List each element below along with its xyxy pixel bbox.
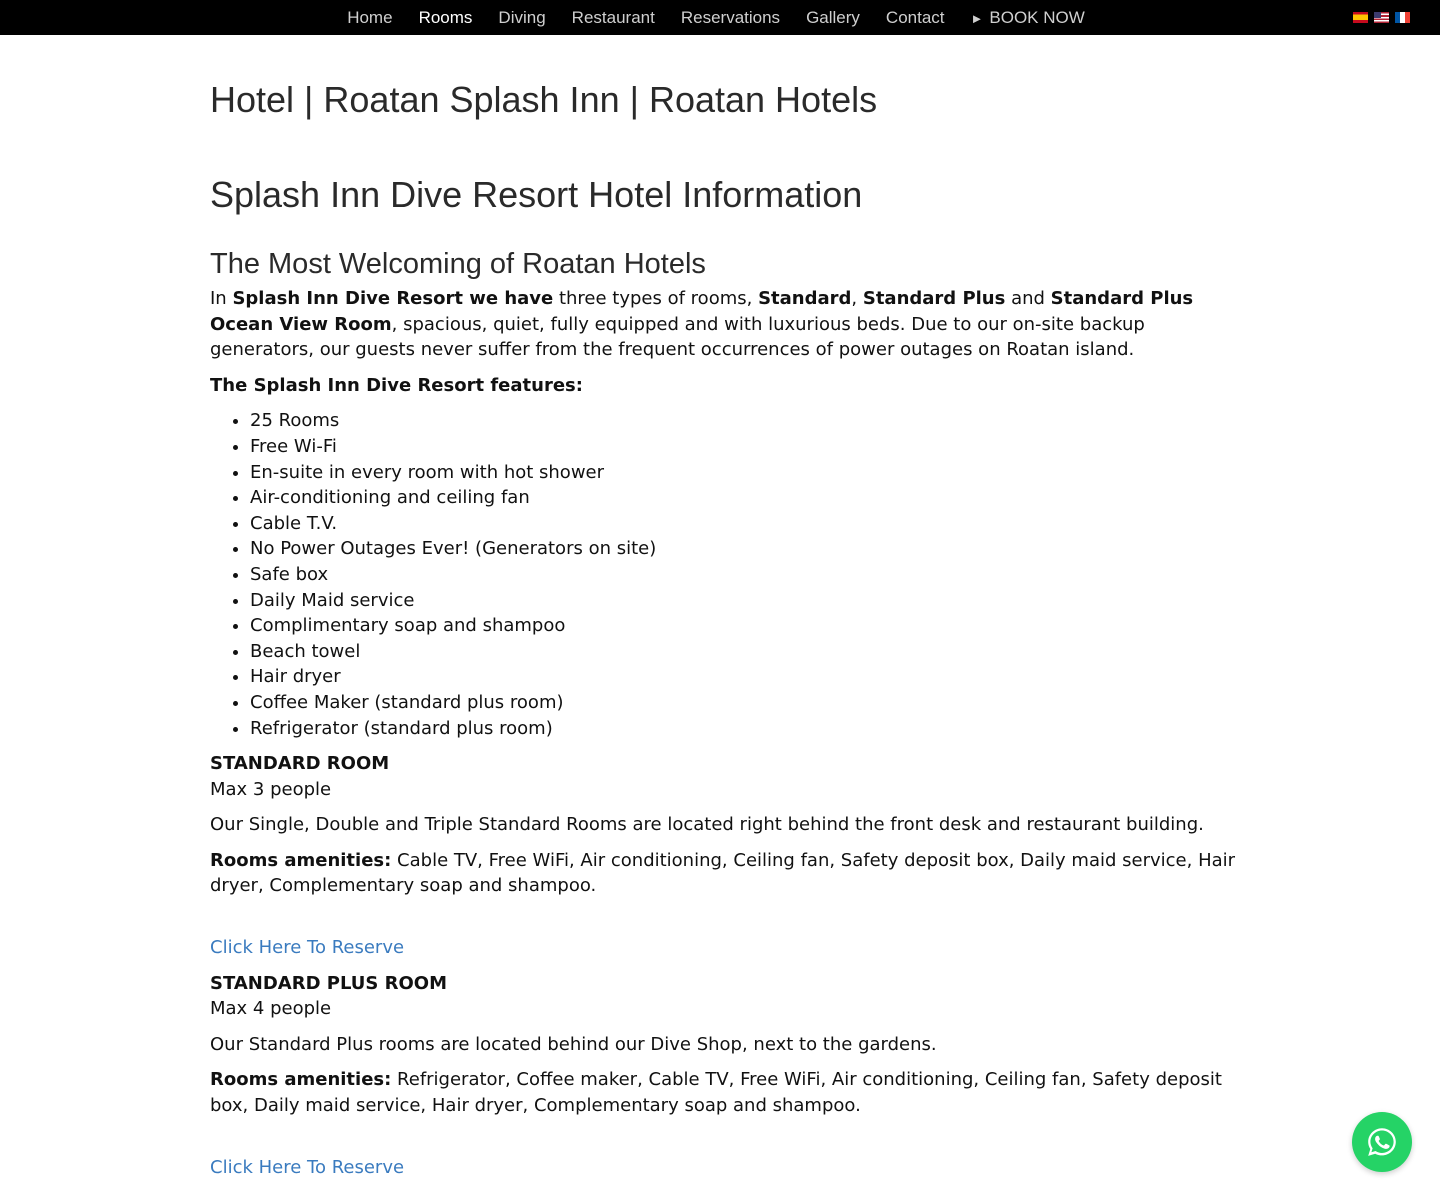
list-item: • Refrigerator (standard plus room) bbox=[250, 716, 1240, 742]
nav-diving[interactable]: Diving bbox=[498, 7, 546, 27]
room-amenities bbox=[210, 1067, 1240, 1118]
book-now-label: BOOK NOW bbox=[989, 7, 1085, 27]
us-flag-icon[interactable] bbox=[1374, 12, 1389, 23]
intro-text: , spacious, quiet, fully equipped and with luxurious beds. Due to our on-site backup generators, our guests never suffer from the frequent occurrences of power outages on Roatan island. bbox=[210, 313, 1145, 361]
standard-plus-room-section bbox=[210, 971, 1240, 1181]
intro-text: In bbox=[210, 288, 233, 309]
intro-text: , bbox=[851, 288, 863, 309]
list-item: • En-suite in every room with hot shower bbox=[250, 460, 1240, 486]
play-triangle-icon: ► bbox=[970, 10, 984, 26]
nav-rooms[interactable]: Rooms bbox=[418, 7, 473, 27]
list-item: • Coffee Maker (standard plus room) bbox=[250, 690, 1240, 716]
intro-bold: Standard bbox=[758, 288, 852, 309]
room-capacity: Max 4 people bbox=[210, 998, 332, 1020]
spanish-flag-icon[interactable] bbox=[1353, 12, 1368, 23]
room-description: Our Standard Plus rooms are located behind our Dive Shop, next to the gardens. bbox=[210, 1033, 937, 1055]
top-navigation bbox=[0, 0, 1440, 35]
features-title: The Splash Inn Dive Resort features: bbox=[210, 374, 583, 396]
nav-reservations[interactable]: Reservations bbox=[680, 7, 781, 27]
main-content bbox=[210, 72, 1240, 1180]
nav-contact[interactable]: Contact bbox=[885, 7, 945, 27]
intro-bold: Standard Plus bbox=[862, 288, 1006, 309]
amenities-label: Rooms amenities: bbox=[210, 1069, 392, 1091]
intro-paragraph bbox=[210, 286, 1240, 363]
sub-heading: The Most Welcoming of Roatan Hotels bbox=[210, 248, 706, 280]
french-flag-icon[interactable] bbox=[1395, 12, 1410, 23]
list-item: • 25 Rooms bbox=[250, 408, 1240, 434]
reserve-link-wrap bbox=[210, 1155, 1240, 1181]
page-title: Hotel | Roatan Splash Inn | Roatan Hotels bbox=[210, 79, 878, 120]
list-item: • Safe box bbox=[250, 562, 1240, 588]
list-item: • Free Wi-Fi bbox=[250, 434, 1240, 460]
reserve-link-wrap bbox=[210, 935, 1240, 961]
list-item: • Daily Maid service bbox=[250, 588, 1240, 614]
nav-restaurant[interactable]: Restaurant bbox=[571, 7, 655, 27]
room-amenities bbox=[210, 848, 1240, 899]
language-switcher bbox=[1353, 12, 1410, 23]
room-title: STANDARD ROOM bbox=[210, 753, 390, 775]
nav-book-now[interactable] bbox=[958, 0, 1098, 36]
intro-text: three types of rooms, bbox=[553, 288, 759, 309]
reserve-link-standard[interactable]: Click Here To Reserve bbox=[210, 937, 405, 959]
reserve-link-standard-plus[interactable]: Click Here To Reserve bbox=[210, 1156, 405, 1178]
room-description: Our Single, Double and Triple Standard Rooms are located right behind the front desk and restaurant building. bbox=[210, 814, 1204, 836]
whatsapp-chat-button[interactable] bbox=[1352, 1112, 1412, 1172]
list-item: • Air-conditioning and ceiling fan bbox=[250, 485, 1240, 511]
amenities-text: Cable TV, Free WiFi, Air conditioning, Ceiling fan, Safety deposit box, Daily maid service, Hair dryer, Complementary soap and shampoo. bbox=[210, 849, 1236, 897]
features-list bbox=[210, 408, 1240, 741]
amenities-label: Rooms amenities: bbox=[210, 849, 392, 871]
nav-home[interactable]: Home bbox=[347, 7, 393, 27]
list-item: • Hair dryer bbox=[250, 664, 1240, 690]
main-menu bbox=[334, 0, 1098, 36]
list-item: • Beach towel bbox=[250, 639, 1240, 665]
whatsapp-icon bbox=[1365, 1125, 1399, 1159]
nav-gallery[interactable]: Gallery bbox=[806, 7, 860, 27]
list-item: • Complimentary soap and shampoo bbox=[250, 613, 1240, 639]
section-heading: Splash Inn Dive Resort Hotel Information bbox=[210, 174, 863, 215]
list-item: • Cable T.V. bbox=[250, 511, 1240, 537]
standard-room-section bbox=[210, 751, 1240, 961]
room-capacity: Max 3 people bbox=[210, 778, 332, 800]
intro-text: and bbox=[1005, 288, 1051, 309]
amenities-text: Refrigerator, Coffee maker, Cable TV, Free WiFi, Air conditioning, Ceiling fan, Safety deposit box, Daily maid service, Hair dryer, Complementary soap and shampoo. bbox=[210, 1069, 1222, 1117]
intro-bold: Standard Plus Ocean View Room bbox=[210, 288, 1194, 335]
intro-bold: Splash Inn Dive Resort we have bbox=[232, 288, 554, 309]
room-title: STANDARD PLUS ROOM bbox=[210, 972, 448, 994]
list-item: • No Power Outages Ever! (Generators on site) bbox=[250, 536, 1240, 562]
